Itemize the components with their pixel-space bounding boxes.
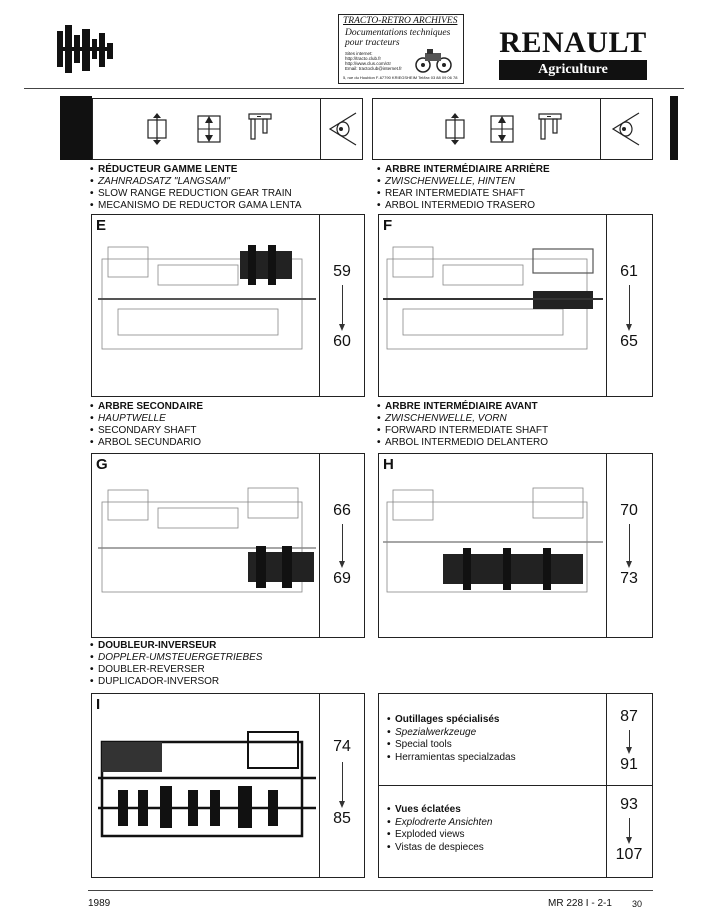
section-h-heading (377, 401, 548, 449)
archive-title: TRACTO-RETRO ARCHIVES (343, 16, 458, 26)
caliper-icon (245, 110, 275, 149)
arrow-down-icon (342, 762, 343, 802)
section-letter: E (96, 217, 107, 234)
brand-name: RENAULT (499, 26, 647, 59)
gearbox-diagram (98, 482, 318, 612)
special-tools-list (387, 714, 516, 764)
caliper-icon (535, 110, 565, 149)
gearbox-diagram (383, 482, 605, 612)
page-from: 74 (333, 738, 351, 755)
exploded-page-to: 107 (615, 846, 643, 863)
footer-ref: MR 228 I - 2-1 (548, 898, 612, 909)
icon-bar-left (92, 98, 363, 160)
heading-de: • DOPPLER-UMSTEUERGETRIEBES (90, 652, 262, 664)
section-f-heading (377, 164, 550, 212)
page-from: 66 (333, 502, 351, 519)
heading-fr: • ARBRE SECONDAIRE (90, 401, 203, 413)
heading-es: • DUPLICADOR-INVERSOR (90, 676, 262, 688)
archive-small-2: http://tracto.club.fr (345, 56, 382, 61)
heading-fr: • ARBRE INTERMÉDIAIRE AVANT (377, 401, 548, 413)
gearbox-diagram (383, 239, 605, 367)
remove-install-icon (145, 112, 169, 151)
exploded-es: • Vistas de despieces (387, 842, 492, 855)
divider (319, 215, 320, 396)
tools-box (378, 693, 653, 878)
archive-small-3: http://www.clus.com/ctr (345, 61, 392, 66)
heading-es: • ARBOL INTERMEDIO DELANTERO (377, 437, 548, 449)
heading-fr: • DOUBLEUR-INVERSEUR (90, 640, 262, 652)
page-from: 59 (333, 263, 351, 280)
section-letter: F (383, 217, 393, 234)
page-from: 70 (620, 502, 638, 519)
page-to: 69 (333, 570, 351, 587)
tools-de: • Spezialwerkzeuge (387, 727, 516, 740)
page-to: 65 (620, 333, 638, 350)
tractor-illustration (413, 47, 453, 73)
divider (606, 454, 607, 637)
heading-es: • ARBOL SECUNDARIO (90, 437, 203, 449)
right-black-tab (670, 96, 678, 160)
page-to: 85 (333, 810, 351, 827)
inspect-eye-icon (326, 111, 360, 152)
dismantle-assemble-icon (489, 112, 515, 151)
brand-sub: Agriculture (499, 60, 647, 80)
section-letter: G (96, 456, 108, 473)
divider (600, 99, 601, 159)
inspect-eye-icon (609, 111, 643, 152)
arrow-down-icon (629, 524, 630, 562)
tools-es: • Herramientas specialzadas (387, 752, 516, 765)
dismantle-assemble-icon (196, 112, 222, 151)
tools-page-from: 87 (620, 708, 638, 725)
section-i-box (91, 693, 365, 878)
heading-de: • HAUPTWELLE (90, 413, 203, 425)
heading-en: • DOUBLER-REVERSER (90, 664, 262, 676)
section-f-box (378, 214, 653, 397)
section-letter: H (383, 456, 394, 473)
exploded-de: • Explodrerte Ansichten (387, 817, 492, 830)
archive-small-4: Email: tractoclub@internet.fr (345, 66, 402, 71)
heading-en: • REAR INTERMEDIATE SHAFT (377, 188, 550, 200)
archive-small-1: Sites internet: (345, 51, 373, 56)
header-rule (24, 88, 684, 89)
archive-subtitle-2: pour tracteurs (345, 38, 400, 48)
tools-fr: • Outillages spécialisés (387, 714, 516, 727)
arrow-down-icon (629, 730, 630, 748)
archive-address: 5, rue du Houblon F-67790 KRIEGSHEIM Tel/fax 03 88 09 06 78 (343, 75, 458, 80)
exploded-en: • Exploded views (387, 829, 492, 842)
divider (606, 215, 607, 396)
heading-de: • ZWISCHENWELLE, HINTEN (377, 176, 550, 188)
arrow-down-icon (629, 285, 630, 325)
page-from: 61 (620, 263, 638, 280)
heading-de: • ZWISCHENWELLE, VORN (377, 413, 548, 425)
tools-en: • Special tools (387, 739, 516, 752)
tracto-logo (57, 25, 113, 75)
exploded-views-list (387, 804, 492, 854)
section-letter: I (96, 696, 101, 713)
heading-en: • FORWARD INTERMEDIATE SHAFT (377, 425, 548, 437)
heading-fr: • ARBRE INTERMÉDIAIRE ARRIÈRE (377, 164, 550, 176)
divider (320, 99, 321, 159)
remove-install-icon (443, 112, 467, 151)
section-i-heading (90, 640, 262, 688)
heading-es: • ARBOL INTERMEDIO TRASERO (377, 200, 550, 212)
arrow-down-icon (342, 524, 343, 562)
section-h-box (378, 453, 653, 638)
heading-en: • SLOW RANGE REDUCTION GEAR TRAIN (90, 188, 302, 200)
heading-en: • SECONDARY SHAFT (90, 425, 203, 437)
section-e-box (91, 214, 365, 397)
archive-subtitle-1: Documentations techniques (345, 28, 451, 38)
exploded-page-from: 93 (620, 796, 638, 813)
arrow-down-icon (629, 818, 630, 838)
section-e-heading (90, 164, 302, 212)
black-tab (60, 96, 92, 160)
archive-stamp (338, 14, 464, 84)
tools-page-to: 91 (620, 756, 638, 773)
gearbox-diagram (98, 728, 318, 848)
heading-es: • MECANISMO DE REDUCTOR GAMA LENTA (90, 200, 302, 212)
heading-fr: • RÉDUCTEUR GAMME LENTE (90, 164, 302, 176)
page-to: 73 (620, 570, 638, 587)
gearbox-diagram (98, 239, 318, 367)
arrow-down-icon (342, 285, 343, 325)
section-g-box (91, 453, 365, 638)
page-to: 60 (333, 333, 351, 350)
renault-logo (499, 28, 647, 84)
footer-year: 1989 (88, 898, 111, 909)
icon-bar-right (372, 98, 653, 160)
section-g-heading (90, 401, 203, 449)
footer-page: 30 (632, 899, 643, 909)
heading-de: • ZAHNRADSATZ "LANGSAM" (90, 176, 302, 188)
exploded-fr: • Vues éclatées (387, 804, 492, 817)
divider (319, 694, 320, 877)
footer-rule (88, 890, 653, 891)
divider (319, 454, 320, 637)
horizontal-divider (379, 785, 652, 786)
